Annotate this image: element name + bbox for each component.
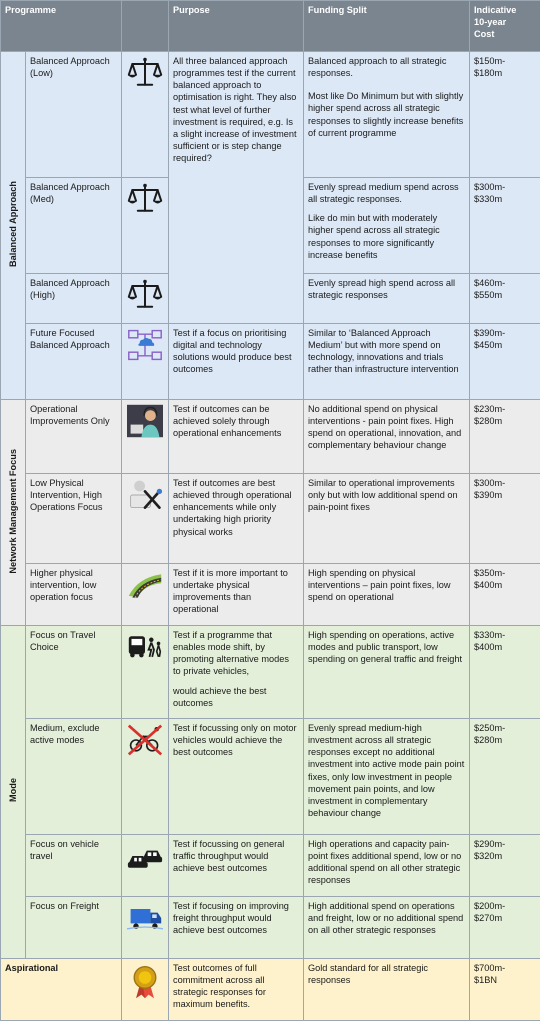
purpose-text: Test if focussing only on motor vehicles would achieve the best outcomes	[169, 719, 304, 835]
purpose-text: Test if outcomes are best achieved through operational enhancements while only undertaking high priority physical works	[169, 474, 304, 564]
funding-text: Similar to operational improvements only but with low additional spend on pain-point fixes	[304, 474, 470, 564]
purpose-text: Test if focusing on improving freight throughput would achieve best outcomes	[169, 897, 304, 959]
funding-text: No additional spend on physical interventions - pain point fixes. High spend on operational, innovation, and complementary behaviour change	[304, 400, 470, 474]
funding-text: High spending on physical interventions – pain point fixes, low spend on operational	[304, 564, 470, 626]
table-row	[1, 959, 540, 1021]
network-diagram-icon	[122, 324, 169, 400]
funding-cell	[304, 178, 470, 274]
scales-icon	[122, 274, 169, 324]
cars-icon	[122, 835, 169, 897]
funding-text: Balanced approach to all strategic responses.	[308, 56, 447, 79]
table-row	[1, 897, 540, 959]
funding-text: High operations and capacity pain-point fixes additional spend, low or no additional spend on all other strategic responses	[304, 835, 470, 897]
programme-name: Balanced Approach (High)	[26, 274, 122, 324]
header-programme: Programme	[1, 1, 122, 52]
purpose-text: Test if a programme that enables mode shift, by promoting alternative modes to private vehicles,	[173, 630, 289, 677]
programme-name: Higher physical intervention, low operation focus	[26, 564, 122, 626]
cost-cell: $150m- $180m	[470, 52, 540, 178]
programme-name: Future Focused Balanced Approach	[26, 324, 122, 400]
header-cost	[470, 1, 540, 52]
table-row	[1, 564, 540, 626]
programme-name: Balanced Approach (Low)	[26, 52, 122, 178]
cost-cell: $330m- $400m	[470, 626, 540, 719]
purpose-text: Test if focussing on general traffic throughput would achieve best outcomes	[169, 835, 304, 897]
funding-text: High additional spend on operations and freight, low or no additional spend on all other strategic responses	[304, 897, 470, 959]
table-row	[1, 626, 540, 719]
group-label-network: Network Management Focus	[1, 400, 26, 626]
purpose-text: Test outcomes of full commitment across all strategic responses for maximum benefits.	[169, 959, 304, 1021]
bus-pedestrians-icon	[122, 626, 169, 719]
programme-name: Balanced Approach (Med)	[26, 178, 122, 274]
funding-note: Most like Do Minimum but with slightly higher spend across all strategic responses to slightly increase benefits of current programme	[308, 91, 464, 138]
table-row	[1, 719, 540, 835]
group-label-balanced: Balanced Approach	[1, 52, 26, 400]
operator-headset-icon	[122, 400, 169, 474]
cost-cell: $300m- $330m	[470, 178, 540, 274]
table-row	[1, 835, 540, 897]
programme-name: Low Physical Intervention, High Operations Focus	[26, 474, 122, 564]
programme-name: Medium, exclude active modes	[26, 719, 122, 835]
truck-icon	[122, 897, 169, 959]
gold-medal-icon	[122, 959, 169, 1021]
header-cost-line1: Indicative	[474, 5, 517, 15]
funding-text: Similar to ‘Balanced Approach Medium’ but with more spend on technology, innovations and trials rather than infrastructure intervention	[304, 324, 470, 400]
cost-cell: $200m- $270m	[470, 897, 540, 959]
funding-text: Evenly spread medium spend across all strategic responses.	[308, 182, 459, 205]
purpose-balanced: All three balanced approach programmes test if the current balanced approach to optimisation is right. They also test what level of further investment is required, e.g. Is a slight increase of investment sufficient or is step change required?	[169, 52, 304, 324]
table-row	[1, 474, 540, 564]
programme-name: Focus on Freight	[26, 897, 122, 959]
header-purpose: Purpose	[169, 1, 304, 52]
scales-icon	[122, 178, 169, 274]
programme-name: Focus on vehicle travel	[26, 835, 122, 897]
no-active-modes-icon	[122, 719, 169, 835]
header-cost-line2: 10-year	[474, 17, 507, 28]
group-label-aspirational: Aspirational	[1, 959, 122, 1021]
cost-cell: $390m- $450m	[470, 324, 540, 400]
funding-text: Evenly spread medium-high investment across all strategic responses except no additional investment into active mode pain point fixes, only low investment in people movement pain points, and low investment in complementary behaviour change	[304, 719, 470, 835]
purpose-text-2: would achieve the best outcomes	[173, 685, 267, 708]
header-icon-col	[122, 1, 169, 52]
cost-cell: $350m- $400m	[470, 564, 540, 626]
table-row	[1, 400, 540, 474]
purpose-cell	[169, 626, 304, 719]
funding-note: Like do min but with moderately higher spend across all strategic responses to more significantly increase benefits	[308, 213, 440, 260]
cost-cell: $300m- $390m	[470, 474, 540, 564]
funding-text: Gold standard for all strategic responses	[304, 959, 470, 1021]
road-icon	[122, 564, 169, 626]
purpose-text: Test if outcomes can be achieved solely through operational enhancements	[169, 400, 304, 474]
purpose-text: Test if a focus on prioritising digital and technology solutions would produce best outcomes	[169, 324, 304, 400]
cost-cell: $250m- $280m	[470, 719, 540, 835]
group-label-mode: Mode	[1, 626, 26, 959]
header-funding: Funding Split	[304, 1, 470, 52]
cost-cell: $290m- $320m	[470, 835, 540, 897]
header-cost-line3: Cost	[474, 29, 495, 40]
programme-name: Operational Improvements Only	[26, 400, 122, 474]
table-row	[1, 52, 540, 178]
funding-text: High spending on operations, active modes and public transport, low spending on general traffic and freight	[304, 626, 470, 719]
tools-icon	[122, 474, 169, 564]
scales-icon	[122, 52, 169, 178]
cost-cell: $700m- $1BN	[470, 959, 540, 1021]
cost-cell: $230m- $280m	[470, 400, 540, 474]
programme-name: Focus on Travel Choice	[26, 626, 122, 719]
purpose-text: Test if it is more important to undertake physical improvements than operational	[169, 564, 304, 626]
funding-cell	[304, 52, 470, 178]
funding-text: Evenly spread high spend across all strategic responses	[304, 274, 470, 324]
header-row	[1, 1, 540, 52]
table-row	[1, 324, 540, 400]
cost-cell: $460m- $550m	[470, 274, 540, 324]
